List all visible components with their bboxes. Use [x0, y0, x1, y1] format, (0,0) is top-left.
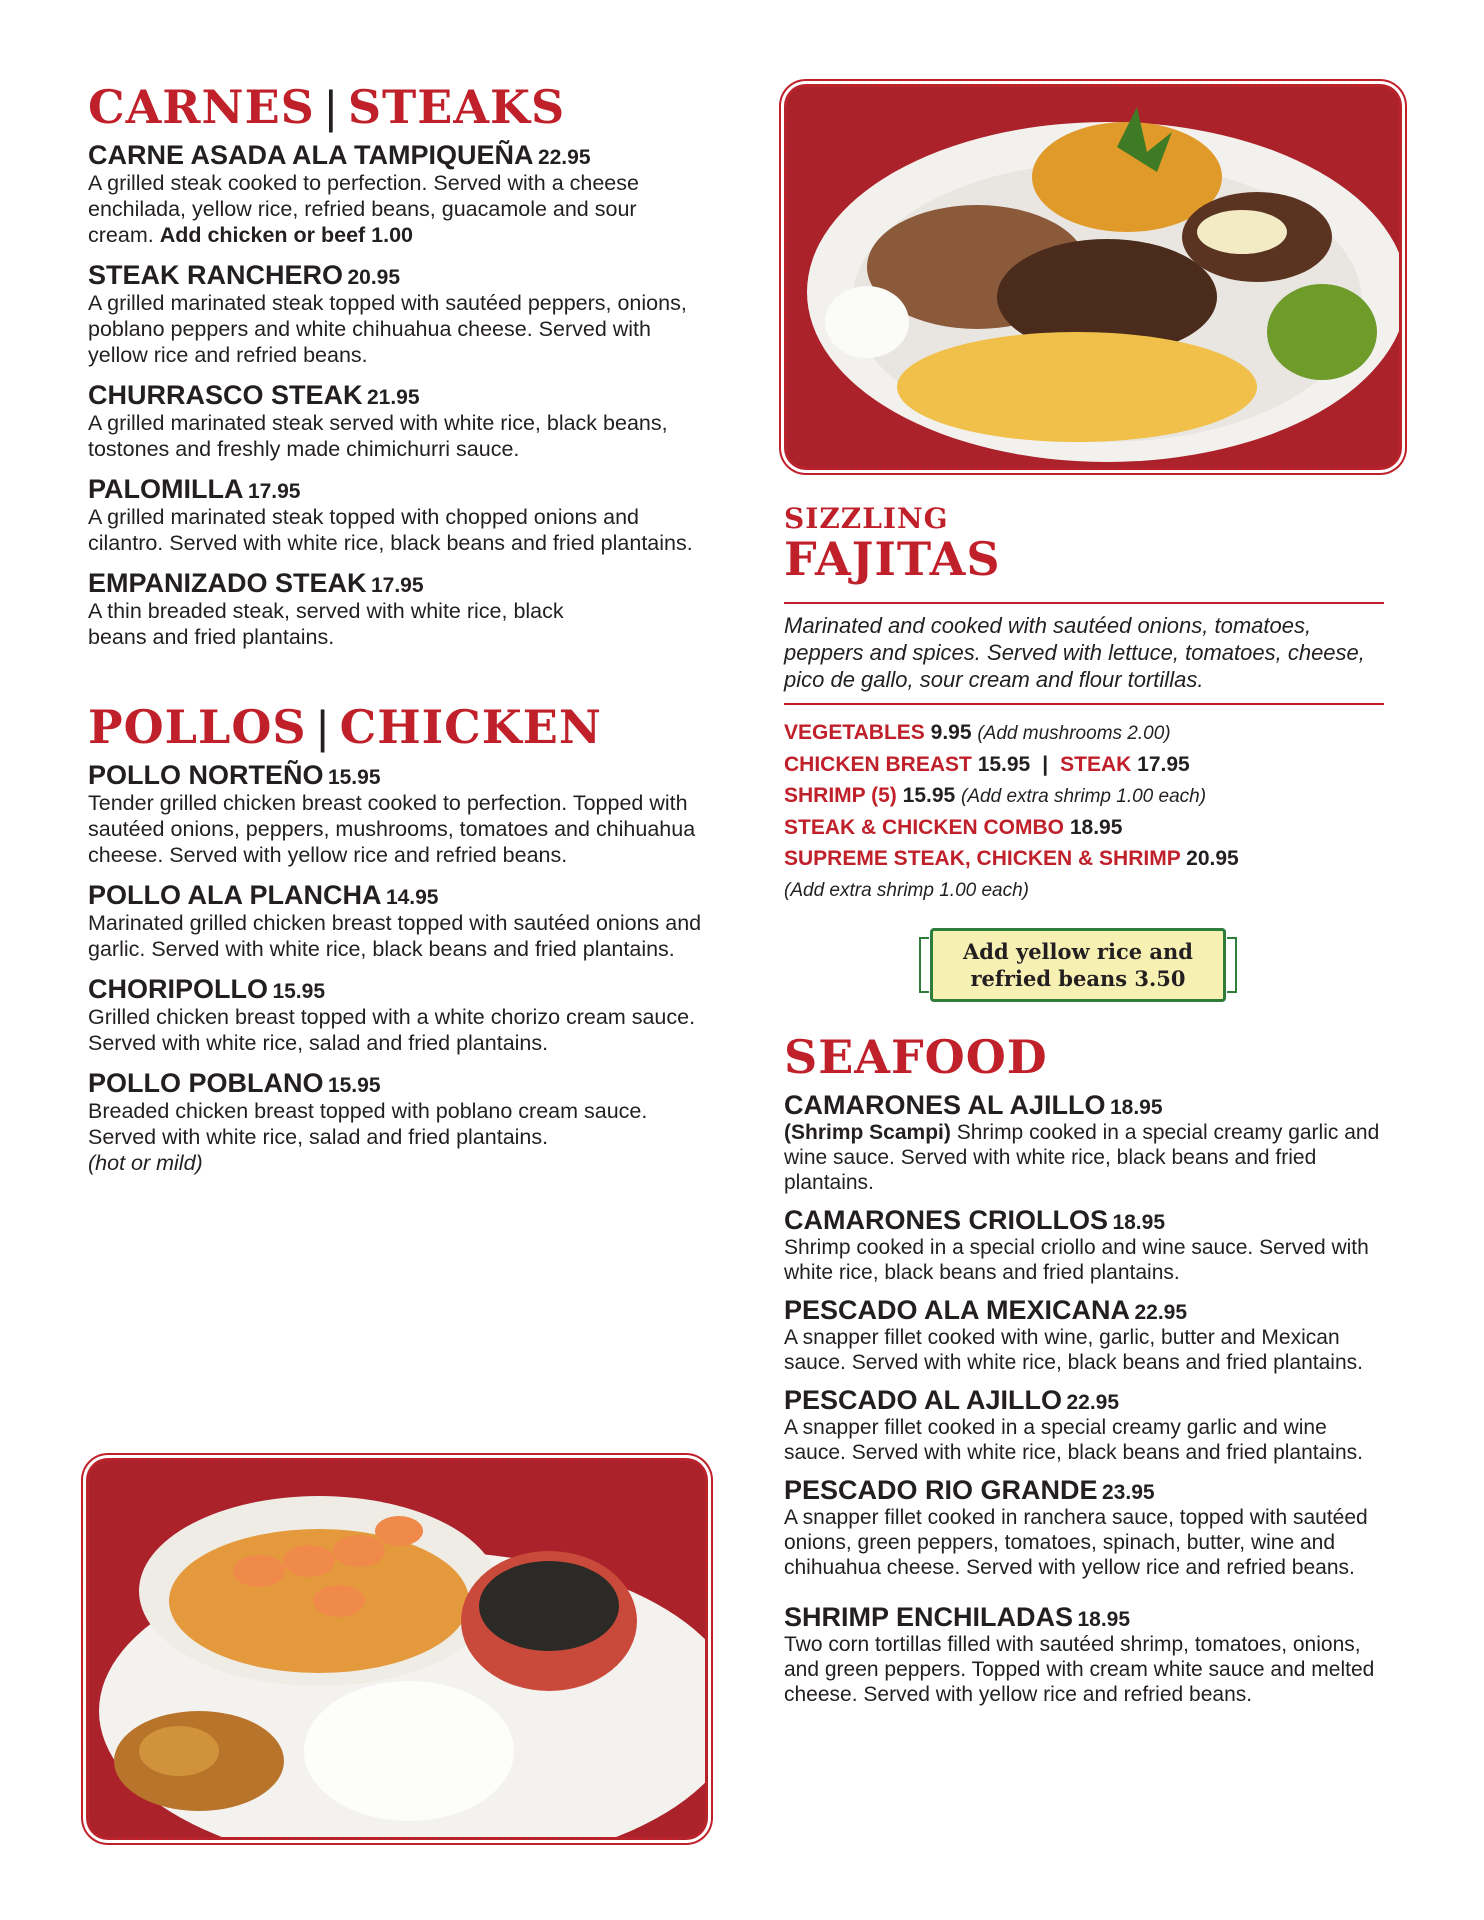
addon-line: refried beans 3.50	[970, 966, 1186, 991]
item-description	[784, 1120, 1394, 1195]
seafood-section	[784, 1030, 1394, 1717]
item-price: 14.95	[385, 886, 439, 909]
item-name: STEAK RANCHERO	[88, 260, 344, 290]
item-price: 15.95	[327, 1074, 381, 1097]
item-price: 22.95	[537, 146, 591, 169]
addon-line: Add yellow rice and	[963, 939, 1193, 964]
option-price: 15.95	[977, 753, 1031, 776]
menu-item	[784, 1385, 1394, 1465]
menu-item	[784, 1205, 1394, 1285]
fajitas-options	[784, 717, 1384, 906]
item-name: POLLO POBLANO	[88, 1068, 324, 1098]
item-name: EMPANIZADO STEAK	[88, 568, 367, 598]
item-price: 15.95	[272, 980, 326, 1003]
item-price: 22.95	[1134, 1301, 1188, 1324]
steak-plate-illustration	[787, 87, 1399, 467]
title-separator: |	[324, 81, 338, 133]
item-name: PESCADO ALA MEXICANA	[784, 1295, 1131, 1325]
option-note: (Add extra shrimp 1.00 each)	[961, 786, 1207, 807]
fajitas-option	[784, 874, 1384, 906]
steaks-title: STEAKS	[347, 80, 566, 134]
item-price: 15.95	[327, 766, 381, 789]
item-price: 18.95	[1077, 1608, 1131, 1631]
carnes-title: CARNES	[88, 80, 315, 134]
item-description: Tender grilled chicken breast cooked to perfection. Topped with sautéed onions, peppers, mushrooms, tomatoes and chihuahua cheese. Served with yellow rice and refried beans.	[88, 791, 696, 867]
option-name: STEAK & CHICKEN COMBO	[784, 816, 1065, 839]
menu-item	[88, 474, 708, 556]
item-name: SHRIMP ENCHILADAS	[784, 1602, 1074, 1632]
item-price: 23.95	[1102, 1481, 1155, 1504]
item-price: 21.95	[366, 386, 420, 409]
item-description	[88, 170, 708, 248]
option-name: CHICKEN BREAST	[784, 753, 972, 776]
option-price: 18.95	[1069, 816, 1123, 839]
menu-item	[88, 760, 708, 868]
item-description: A snapper fillet cooked with wine, garlic, butter and Mexican sauce. Served with white rice, black beans and fried plantains.	[784, 1326, 1363, 1374]
option-separator: |	[1042, 753, 1049, 776]
item-price: 17.95	[247, 480, 301, 503]
item-price: 18.95	[1109, 1096, 1163, 1119]
item-name: PESCADO AL AJILLO	[784, 1385, 1063, 1415]
fajitas-option	[784, 749, 1384, 780]
menu-item	[88, 140, 708, 248]
menu-item	[88, 568, 708, 650]
shrimp-plate-photo	[86, 1458, 708, 1840]
menu-item	[784, 1090, 1394, 1195]
item-name: CAMARONES AL AJILLO	[784, 1090, 1106, 1120]
option-name: STEAK	[1060, 753, 1132, 776]
fajitas-option	[784, 717, 1384, 749]
item-name: POLLO ALA PLANCHA	[88, 880, 382, 910]
menu-item	[784, 1475, 1394, 1580]
item-description: A grilled marinated steak topped with sautéed peppers, onions, poblano peppers and white chihuahua cheese. Served with yellow rice and refried beans.	[88, 291, 687, 367]
item-note: (hot or mild)	[88, 1151, 203, 1175]
item-description: A snapper fillet cooked in ranchera sauce, topped with sautéed onions, green peppers, tomatoes, spinach, butter, wine and chihuahua cheese. Served with yellow rice and refried beans.	[784, 1506, 1368, 1579]
option-name: VEGETABLES	[784, 721, 925, 744]
left-column	[88, 80, 708, 1188]
fajitas-section	[784, 504, 1384, 906]
item-name: POLLO NORTEÑO	[88, 760, 324, 790]
fajitas-option	[784, 812, 1384, 843]
item-desc-text: A grilled steak cooked to perfection. Served with a cheese enchilada, yellow rice, refried beans, guacamole and sour cream.	[88, 171, 639, 247]
menu-item	[88, 974, 708, 1056]
item-description	[88, 1098, 708, 1176]
item-price: 17.95	[370, 574, 424, 597]
fajitas-intro: Marinated and cooked with sautéed onions, tomatoes, peppers and spices. Served with lettuce, tomatoes, cheese, pico de gallo, sour cream and flour tortillas.	[784, 602, 1384, 705]
shrimp-plate-illustration	[89, 1461, 705, 1837]
item-price: 22.95	[1066, 1391, 1120, 1414]
menu-item	[784, 1602, 1394, 1707]
menu-item	[784, 1295, 1394, 1375]
fajitas-option	[784, 843, 1384, 874]
item-description: A grilled marinated steak topped with chopped onions and cilantro. Served with white rice, black beans and fried plantains.	[88, 505, 693, 555]
addon-badge	[930, 928, 1226, 1002]
item-description: A grilled marinated steak served with white rice, black beans, tostones and freshly made chimichurri sauce.	[88, 411, 668, 461]
fajitas-kicker: SIZZLING	[784, 502, 949, 535]
item-name: CARNE ASADA ALA TAMPIQUEÑA	[88, 140, 534, 170]
item-name: CAMARONES CRIOLLOS	[784, 1205, 1108, 1235]
item-name: CHORIPOLLO	[88, 974, 268, 1004]
pollos-heading	[88, 700, 708, 754]
item-description: Two corn tortillas filled with sautéed shrimp, tomatoes, onions, and green peppers. Topped with cream white sauce and melted cheese. Served with yellow rice and refried beans.	[784, 1633, 1375, 1706]
steak-plate-photo	[784, 84, 1402, 470]
carnes-heading	[88, 80, 708, 134]
pollos-title: POLLOS	[88, 700, 307, 754]
option-name: SUPREME STEAK, CHICKEN & SHRIMP	[784, 847, 1181, 870]
item-description: Shrimp cooked in a special criollo and wine sauce. Served with white rice, black beans and fried plantains.	[784, 1236, 1369, 1284]
fajitas-title: FAJITAS	[784, 532, 1001, 586]
item-price: 18.95	[1112, 1211, 1166, 1234]
item-description: Grilled chicken breast topped with a white chorizo cream sauce. Served with white rice, salad and fried plantains.	[88, 1005, 696, 1055]
item-name: CHURRASCO STEAK	[88, 380, 363, 410]
option-price: 20.95	[1186, 847, 1239, 870]
seafood-title: SEAFOOD	[784, 1030, 1048, 1084]
option-price: 9.95	[930, 721, 972, 744]
title-separator: |	[316, 701, 330, 753]
item-name: PESCADO RIO GRANDE	[784, 1475, 1098, 1505]
menu-item	[88, 260, 708, 368]
menu-item	[88, 880, 708, 962]
menu-item	[88, 380, 708, 462]
item-description: A snapper fillet cooked in a special creamy garlic and wine sauce. Served with white rice, black beans and fried plantains.	[784, 1416, 1363, 1464]
menu-item	[88, 1068, 708, 1176]
item-description: A thin breaded steak, served with white rice, black beans and fried plantains.	[88, 599, 564, 649]
chicken-title: CHICKEN	[339, 700, 602, 754]
item-description: Marinated grilled chicken breast topped with sautéed onions and garlic. Served with white rice, black beans and fried plantains.	[88, 911, 702, 961]
option-name: SHRIMP (5)	[784, 784, 897, 807]
item-name: PALOMILLA	[88, 474, 244, 504]
item-extra: Add chicken or beef 1.00	[159, 223, 414, 247]
option-price: 15.95	[902, 784, 956, 807]
item-desc-text: Shrimp cooked in a special creamy garlic and wine sauce. Served with white rice, black beans and fried plantains.	[784, 1121, 1380, 1194]
option-note: (Add extra shrimp 1.00 each)	[784, 880, 1030, 901]
item-price: 20.95	[347, 266, 401, 289]
option-price: 17.95	[1137, 753, 1190, 776]
item-desc-text: Breaded chicken breast topped with poblano cream sauce. Served with white rice, salad and fried plantains.	[88, 1099, 648, 1149]
option-note: (Add mushrooms 2.00)	[977, 723, 1171, 744]
fajitas-option	[784, 780, 1384, 812]
item-lead: (Shrimp Scampi)	[784, 1121, 951, 1144]
